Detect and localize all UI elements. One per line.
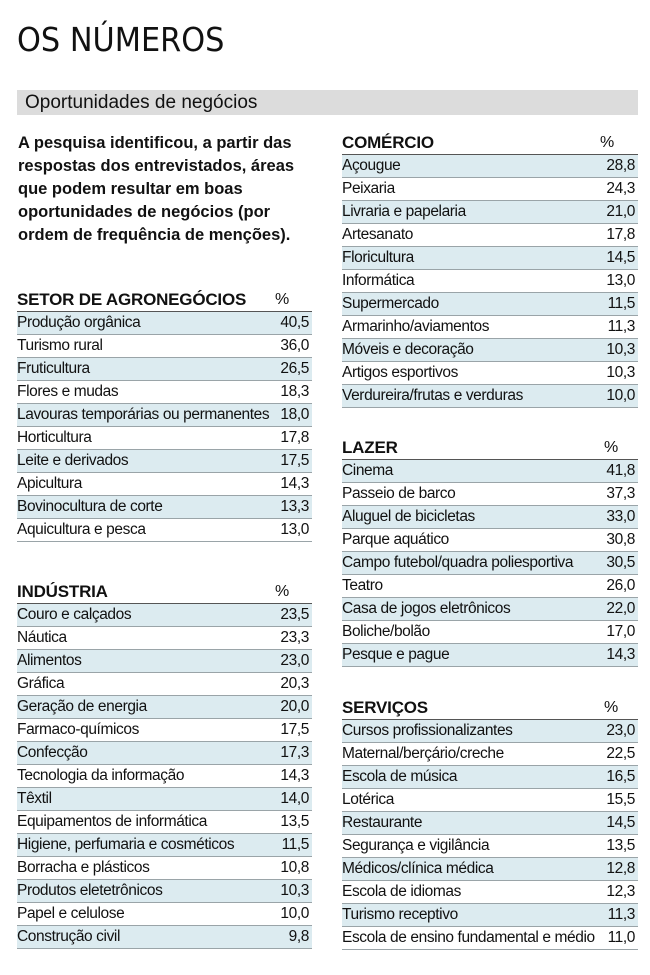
row-label: Médicos/clínica médica <box>342 860 494 877</box>
row-value: 18,0 <box>280 406 309 423</box>
table-row <box>342 224 638 247</box>
section-rows <box>17 312 312 542</box>
row-value: 14,3 <box>280 475 309 492</box>
row-value: 28,8 <box>606 157 635 174</box>
row-value: 17,8 <box>280 429 309 446</box>
row-value: 23,5 <box>280 606 309 623</box>
row-label: Escola de idiomas <box>342 883 461 900</box>
table-row <box>17 926 312 949</box>
table-row <box>17 650 312 673</box>
row-value: 17,5 <box>280 721 309 738</box>
row-label: Equipamentos de informática <box>17 813 207 830</box>
section-industria <box>17 581 312 949</box>
section-servicos <box>342 697 638 950</box>
table-row <box>342 858 638 881</box>
table-row <box>342 247 638 270</box>
row-value: 13,0 <box>280 521 309 538</box>
table-row <box>17 811 312 834</box>
table-row <box>17 903 312 926</box>
row-value: 17,8 <box>606 226 635 243</box>
row-value: 17,3 <box>280 744 309 761</box>
table-row <box>17 519 312 542</box>
section-rows <box>342 720 638 950</box>
section-header <box>17 581 312 604</box>
row-value: 17,5 <box>280 452 309 469</box>
row-value: 11,5 <box>607 295 635 312</box>
row-label: Higiene, perfumaria e cosméticos <box>17 836 235 853</box>
row-label: Escola de ensino fundamental e médio <box>342 929 595 946</box>
row-value: 14,0 <box>280 790 309 807</box>
row-label: Lotérica <box>342 791 394 808</box>
row-value: 36,0 <box>280 337 309 354</box>
table-row <box>17 765 312 788</box>
table-row <box>342 529 638 552</box>
table-row <box>342 270 638 293</box>
table-row <box>17 496 312 519</box>
section-agronegocios <box>17 289 312 542</box>
table-row <box>342 904 638 927</box>
row-label: Flores e mudas <box>17 383 119 400</box>
row-value: 21,0 <box>606 203 635 220</box>
row-label: Alimentos <box>17 652 82 669</box>
row-label: Escola de música <box>342 768 458 785</box>
row-value: 10,3 <box>280 882 309 899</box>
row-value: 11,5 <box>281 836 309 853</box>
row-value: 15,5 <box>606 791 635 808</box>
table-row <box>342 385 638 408</box>
table-row <box>17 719 312 742</box>
row-label: Confecção <box>17 744 88 761</box>
row-label: Produtos eletetrônicos <box>17 882 163 899</box>
row-value: 14,5 <box>606 814 635 831</box>
row-label: Farmaco-químicos <box>17 721 139 738</box>
percent-header: % <box>604 439 619 456</box>
table-row <box>342 789 638 812</box>
row-value: 41,8 <box>606 462 635 479</box>
table-row <box>17 696 312 719</box>
table-row <box>342 835 638 858</box>
row-value: 30,8 <box>606 531 635 548</box>
table-row <box>342 927 638 950</box>
section-title: LAZER <box>342 438 398 457</box>
table-row <box>17 358 312 381</box>
row-label: Verdureira/frutas e verduras <box>342 387 523 404</box>
row-label: Peixaria <box>342 180 395 197</box>
table-row <box>17 742 312 765</box>
section-title: INDÚSTRIA <box>17 582 108 601</box>
row-label: Campo futebol/quadra poliesportiva <box>342 554 574 571</box>
row-label: Turismo receptivo <box>342 906 458 923</box>
table-row <box>342 178 638 201</box>
table-row <box>342 881 638 904</box>
row-label: Casa de jogos eletrônicos <box>342 600 511 617</box>
table-row <box>17 627 312 650</box>
table-row <box>342 483 638 506</box>
row-value: 10,3 <box>606 341 635 358</box>
row-value: 14,3 <box>280 767 309 784</box>
percent-header: % <box>600 134 615 151</box>
row-value: 20,3 <box>280 675 309 692</box>
table-row <box>342 506 638 529</box>
row-value: 10,0 <box>280 905 309 922</box>
row-label: Artigos esportivos <box>342 364 458 381</box>
row-value: 12,3 <box>606 883 635 900</box>
row-label: Bovinocultura de corte <box>17 498 163 515</box>
row-value: 11,0 <box>607 929 635 946</box>
table-row <box>342 720 638 743</box>
table-row <box>17 312 312 335</box>
row-label: Borracha e plásticos <box>17 859 150 876</box>
row-label: Produção orgânica <box>17 314 141 331</box>
row-value: 23,0 <box>606 722 635 739</box>
row-value: 24,3 <box>606 180 635 197</box>
table-row <box>17 857 312 880</box>
row-label: Fruticultura <box>17 360 90 377</box>
table-row <box>17 673 312 696</box>
row-value: 9,8 <box>288 928 309 945</box>
table-row <box>17 880 312 903</box>
row-value: 40,5 <box>280 314 309 331</box>
row-value: 10,8 <box>280 859 309 876</box>
row-label: Horticultura <box>17 429 92 446</box>
row-label: Tecnologia da informação <box>17 767 185 784</box>
section-comercio <box>342 132 638 408</box>
table-row <box>342 201 638 224</box>
table-row <box>342 644 638 667</box>
table-row <box>342 316 638 339</box>
row-value: 12,8 <box>606 860 635 877</box>
section-header <box>17 289 312 312</box>
row-label: Lavouras temporárias ou permanentes <box>17 406 270 423</box>
table-row <box>17 473 312 496</box>
percent-header: % <box>604 699 619 716</box>
row-value: 30,5 <box>606 554 635 571</box>
table-row <box>342 362 638 385</box>
row-value: 33,0 <box>606 508 635 525</box>
section-title: SERVIÇOS <box>342 698 428 717</box>
table-row <box>342 339 638 362</box>
row-label: Aquicultura e pesca <box>17 521 146 538</box>
row-label: Pesque e pague <box>342 646 450 663</box>
row-label: Açougue <box>342 157 401 174</box>
row-label: Turismo rural <box>17 337 103 354</box>
section-title: SETOR DE AGRONEGÓCIOS <box>17 290 247 309</box>
intro-paragraph: A pesquisa identificou, a partir das respostas dos entrevistados, áreas que podem resultar em boas oportunidades de negócios (por ordem de frequência de menções). <box>18 134 295 244</box>
section-rows <box>17 604 312 949</box>
table-row <box>17 834 312 857</box>
row-value: 26,0 <box>606 577 635 594</box>
table-row <box>342 621 638 644</box>
table-row <box>342 155 638 178</box>
row-value: 17,0 <box>606 623 635 640</box>
table-row <box>17 427 312 450</box>
row-value: 22,0 <box>606 600 635 617</box>
row-value: 13,0 <box>606 272 635 289</box>
row-value: 11,3 <box>607 906 635 923</box>
table-row <box>17 604 312 627</box>
table-row <box>342 743 638 766</box>
row-value: 23,3 <box>280 629 309 646</box>
section-rows <box>342 460 638 667</box>
row-label: Restaurante <box>342 814 423 831</box>
row-label: Livraria e papelaria <box>342 203 466 220</box>
table-row <box>17 788 312 811</box>
row-value: 18,3 <box>280 383 309 400</box>
row-label: Papel e celulose <box>17 905 125 922</box>
row-label: Apicultura <box>17 475 82 492</box>
table-row <box>342 552 638 575</box>
row-label: Leite e derivados <box>17 452 129 469</box>
row-value: 37,3 <box>606 485 635 502</box>
row-value: 10,0 <box>606 387 635 404</box>
table-row <box>342 460 638 483</box>
row-value: 16,5 <box>606 768 635 785</box>
row-value: 22,5 <box>606 745 635 762</box>
section-title: COMÉRCIO <box>342 133 434 152</box>
row-label: Teatro <box>342 577 383 594</box>
row-label: Maternal/berçário/creche <box>342 745 504 762</box>
row-label: Construção civil <box>17 928 121 945</box>
table-row <box>342 293 638 316</box>
row-label: Couro e calçados <box>17 606 132 623</box>
table-row <box>342 598 638 621</box>
row-label: Aluguel de bicicletas <box>342 508 475 525</box>
row-label: Parque aquático <box>342 531 449 548</box>
row-label: Cinema <box>342 462 394 479</box>
row-value: 11,3 <box>607 318 635 335</box>
table-row <box>342 812 638 835</box>
table-row <box>17 450 312 473</box>
row-label: Boliche/bolão <box>342 623 430 640</box>
row-label: Náutica <box>17 629 67 646</box>
row-label: Armarinho/aviamentos <box>342 318 490 335</box>
table-row <box>17 381 312 404</box>
row-label: Passeio de barco <box>342 485 456 502</box>
table-row <box>342 766 638 789</box>
subtitle-bar <box>17 90 638 115</box>
row-value: 13,5 <box>606 837 635 854</box>
table-row <box>342 575 638 598</box>
section-header <box>342 437 638 460</box>
percent-header: % <box>275 291 290 308</box>
table-row <box>17 335 312 358</box>
section-header <box>342 132 638 155</box>
row-label: Floricultura <box>342 249 414 266</box>
subtitle-text: Oportunidades de negócios <box>25 92 258 113</box>
section-rows <box>342 155 638 408</box>
page-title: OS NÚMEROS <box>17 20 225 59</box>
table-row <box>17 404 312 427</box>
row-label: Artesanato <box>342 226 413 243</box>
row-value: 13,3 <box>280 498 309 515</box>
percent-header: % <box>275 583 290 600</box>
section-header <box>342 697 638 720</box>
row-label: Móveis e decoração <box>342 341 474 358</box>
row-label: Informática <box>342 272 415 289</box>
row-value: 14,3 <box>606 646 635 663</box>
row-label: Segurança e vigilância <box>342 837 490 854</box>
row-label: Cursos profissionalizantes <box>342 722 513 739</box>
row-value: 14,5 <box>606 249 635 266</box>
row-label: Geração de energia <box>17 698 147 715</box>
row-value: 20,0 <box>280 698 309 715</box>
section-lazer <box>342 437 638 667</box>
row-label: Têxtil <box>17 790 52 807</box>
row-label: Gráfica <box>17 675 65 692</box>
row-label: Supermercado <box>342 295 439 312</box>
row-value: 23,0 <box>280 652 309 669</box>
row-value: 26,5 <box>280 360 309 377</box>
row-value: 13,5 <box>280 813 309 830</box>
row-value: 10,3 <box>606 364 635 381</box>
